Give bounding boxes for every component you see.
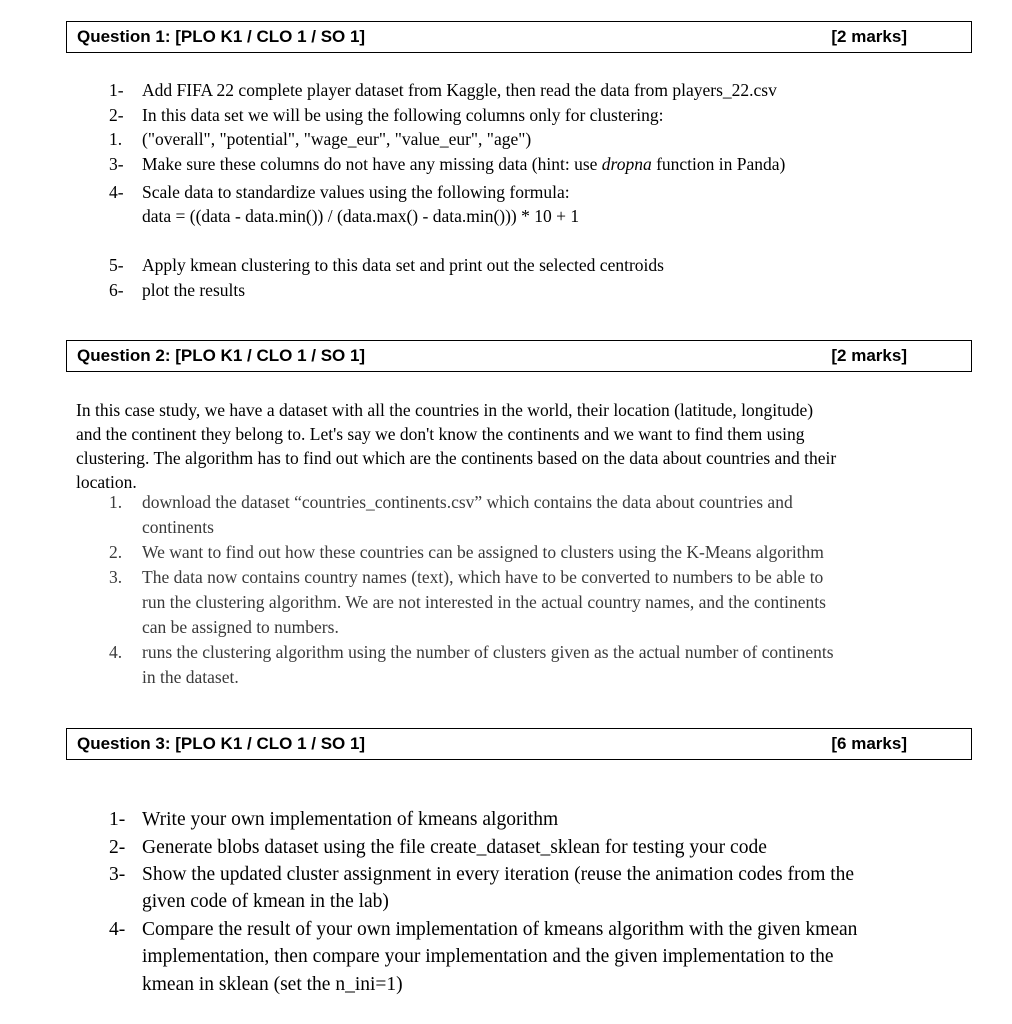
q3-item-4-number: 4-	[109, 919, 126, 940]
q2-item-1-line-2: continents	[142, 517, 214, 537]
q1-item-6-text: plot the results	[142, 280, 246, 300]
q3-item-3-line-2: given code of kmean in the lab)	[142, 891, 389, 912]
question-2-header	[66, 340, 972, 372]
q2-intro-paragraph	[76, 398, 966, 494]
q3-item-1-line-1: Write your own implementation of kmeans algorithm	[142, 809, 559, 830]
q3-item-3-line-1: Show the updated cluster assignment in every iteration (reuse the animation codes from the	[142, 864, 855, 885]
question-3-title: Question 3: [PLO K1 / CLO 1 / SO 1]	[77, 734, 366, 753]
q2-item-3-line-2: run the clustering algorithm. We are not interested in the actual country names, and the continents	[142, 592, 826, 612]
q1-formula-text: data = ((data - data.min()) / (data.max() - data.min())) * 10 + 1	[142, 206, 580, 226]
q2-intro-line-3: clustering. The algorithm has to find out which are the continents based on the data about countries and their	[76, 448, 837, 468]
q2-item-3-line-3: can be assigned to numbers.	[142, 617, 339, 637]
q2-item-3-line-1: The data now contains country names (text), which have to be converted to numbers to be able to	[142, 567, 824, 587]
q3-item-4-line-3: kmean in sklean (set the n_ini=1)	[142, 974, 403, 995]
q1-item-2-sub-text: ("overall", "potential", "wage_eur", "value_eur", "age")	[142, 129, 532, 149]
q1-item-3-text-after: function in Panda)	[651, 154, 786, 174]
q3-item-4-line-1: Compare the result of your own implementation of kmeans algorithm with the given kmean	[142, 919, 858, 940]
q2-item-4-line-1: runs the clustering algorithm using the number of clusters given as the actual number of continents	[142, 642, 834, 662]
q3-item-3-number: 3-	[109, 864, 126, 885]
q1-item-1-text: Add FIFA 22 complete player dataset from Kaggle, then read the data from players_22.csv	[142, 80, 777, 100]
q1-item-2-text: In this data set we will be using the following columns only for clustering:	[142, 105, 664, 125]
question-2-marks: [2 marks]	[831, 346, 907, 365]
q1-item-5-text: Apply kmean clustering to this data set and print out the selected centroids	[142, 255, 664, 275]
question-3-marks: [6 marks]	[831, 734, 907, 753]
q3-item-2-line-1: Generate blobs dataset using the file create_dataset_sklean for testing your code	[142, 837, 767, 858]
q1-item-3-text	[142, 152, 785, 176]
q2-intro-line-2: and the continent they belong to. Let's say we don't know the continents and we want to find them using	[76, 424, 805, 444]
q1-item-1-number: 1-	[109, 80, 124, 100]
question-1-marks: [2 marks]	[831, 27, 907, 46]
q2-item-1-line-1: download the dataset “countries_continents.csv” which contains the data about countries and	[142, 492, 793, 512]
question-1-title: Question 1: [PLO K1 / CLO 1 / SO 1]	[77, 27, 366, 46]
q1-item-2-sub-number: 1.	[109, 129, 123, 149]
q1-item-5-number: 5-	[109, 255, 124, 275]
q2-item-1-number: 1.	[109, 492, 123, 512]
question-1-header	[66, 21, 972, 53]
q2-intro-line-4: location.	[76, 472, 137, 492]
q1-item-2-number: 2-	[109, 105, 124, 125]
q1-item-3-text-emphasis: dropna	[601, 154, 652, 174]
question-3-header	[66, 728, 972, 760]
q2-item-4-line-2: in the dataset.	[142, 667, 239, 687]
q1-item-4-number: 4-	[109, 182, 124, 202]
q2-item-3-number: 3.	[109, 567, 123, 587]
q3-item-2-number: 2-	[109, 837, 126, 858]
q3-item-4-line-2: implementation, then compare your implementation and the given implementation to the	[142, 946, 834, 967]
q3-item-1-number: 1-	[109, 809, 126, 830]
q2-intro-line-1: In this case study, we have a dataset with all the countries in the world, their location (latitude, longitude)	[76, 400, 814, 420]
q2-item-2-number: 2.	[109, 542, 123, 562]
q1-item-6-number: 6-	[109, 280, 124, 300]
q2-item-2-line-1: We want to find out how these countries can be assigned to clusters using the K-Means algorithm	[142, 542, 824, 562]
q1-item-3-number: 3-	[109, 154, 124, 174]
q1-item-4-text: Scale data to standardize values using the following formula:	[142, 182, 570, 202]
q1-item-3-text-before: Make sure these columns do not have any missing data (hint: use	[142, 154, 602, 174]
question-2-title: Question 2: [PLO K1 / CLO 1 / SO 1]	[77, 346, 366, 365]
q2-item-4-number: 4.	[109, 642, 123, 662]
